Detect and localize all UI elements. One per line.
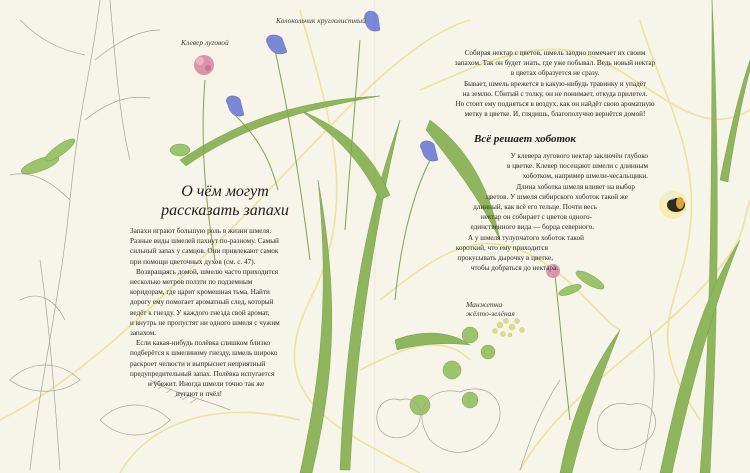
body-line: пугают и пчёл! [176, 390, 223, 399]
body-line: запахом. Так он будет знать, где уже побывал. Ведь новый нектар [454, 59, 656, 68]
caption-campanula: Колокольчик круглолистный [276, 16, 366, 25]
body-line: У клевера лугового нектар заключён глубоко [510, 152, 648, 160]
right-page-body-top [410, 48, 700, 119]
right-page-body-bottom [414, 151, 648, 273]
body-line: дорогу ему помогает ароматный след, который [130, 298, 274, 307]
body-line: коридорам, где царит кромешная тьма. Найти [130, 288, 270, 297]
body-line: Запахи играют большую роль в жизни шмеля. [130, 227, 272, 235]
body-line: и внутрь не пропустят ни одного шмеля с чужим [130, 318, 280, 327]
body-line: хоботком, например шмели-чесальщики. [522, 172, 648, 181]
body-line: несколько метров ползти по подземным [130, 278, 253, 287]
caption-lady-mantle-line1: Манжетка [466, 300, 503, 309]
body-line: Собирая нектар с цветов, шмель заодно помечает их своим [464, 49, 646, 57]
body-line: короткий, что ему приходится [455, 243, 548, 252]
body-line: нектар он собирает с цветов одного- [480, 213, 592, 222]
body-line: раскроет челюсти и выпрыснет неприятный [130, 359, 266, 368]
body-line: Разные виды шмелей пахнут по-разному. Самый [130, 237, 279, 246]
body-line: предупредительный запах. Полёвка испугается [130, 369, 275, 378]
body-line: при помощи цветочных духов (см. с. 47). [130, 257, 256, 266]
body-line: ведёт к гнезду. У каждого гнезда свой аромат, [130, 308, 270, 317]
body-line: Бывает, шмель врежется в какую-нибудь травинку и упадёт [463, 79, 647, 88]
lady-mantle-flowers [493, 319, 525, 338]
body-line: и убежит. Иногда шмели точно так же [148, 380, 265, 389]
caption-meadow-clover: Клевер луговой [181, 38, 229, 47]
left-page-body [130, 226, 280, 399]
title-line-1: О чём могут [181, 183, 269, 200]
bumblebee [659, 191, 687, 219]
body-line: Если какая-нибудь полёвка слишком близко [136, 339, 271, 348]
body-line: длинный, как всё его тельце. Почти весь [473, 203, 597, 212]
body-line: чтобы добраться до нектара. [470, 264, 558, 273]
title-line-2: рассказать запахи [161, 202, 289, 219]
body-line: Но стоит ему подняться в воздух, как он найдёт свою ароматную [455, 100, 655, 109]
body-line: в цветке. Клевер посещают шмели с длинным [507, 162, 648, 171]
body-line: А у шмеля тулупчатого хоботок такой [467, 233, 584, 242]
section-heading: Всё решает хоботок [474, 133, 576, 145]
caption-lady-mantle-line2: жёлто-зелёная [466, 309, 515, 318]
body-line: в цветах образуется не сразу. [510, 69, 600, 78]
body-line: Возвращаясь домой, шмелю часто приходится [136, 267, 279, 276]
body-line: единственного вида — борца северного. [470, 223, 594, 232]
body-line: прокусывать дырочку в цветке, [457, 254, 553, 263]
page-gutter [374, 0, 376, 473]
body-line: запахом. [130, 329, 157, 338]
body-line: метку в цветке. И, глядишь, благополучно вернётся домой! [464, 110, 646, 119]
left-page-title [160, 182, 290, 220]
body-line: подберётся к шмелиному гнезду, шмель широко [130, 349, 278, 358]
body-line: на землю. Сбитый с толку, он не понимает, откуда прилетел. [462, 89, 648, 98]
body-line: сильный запах у самцов. Они привлекают самок [130, 247, 279, 256]
body-line: цветов. У шмеля сибирского хоботок такой же [486, 192, 628, 201]
body-line: Длина хоботка шмеля влияет на выбор [516, 182, 635, 191]
